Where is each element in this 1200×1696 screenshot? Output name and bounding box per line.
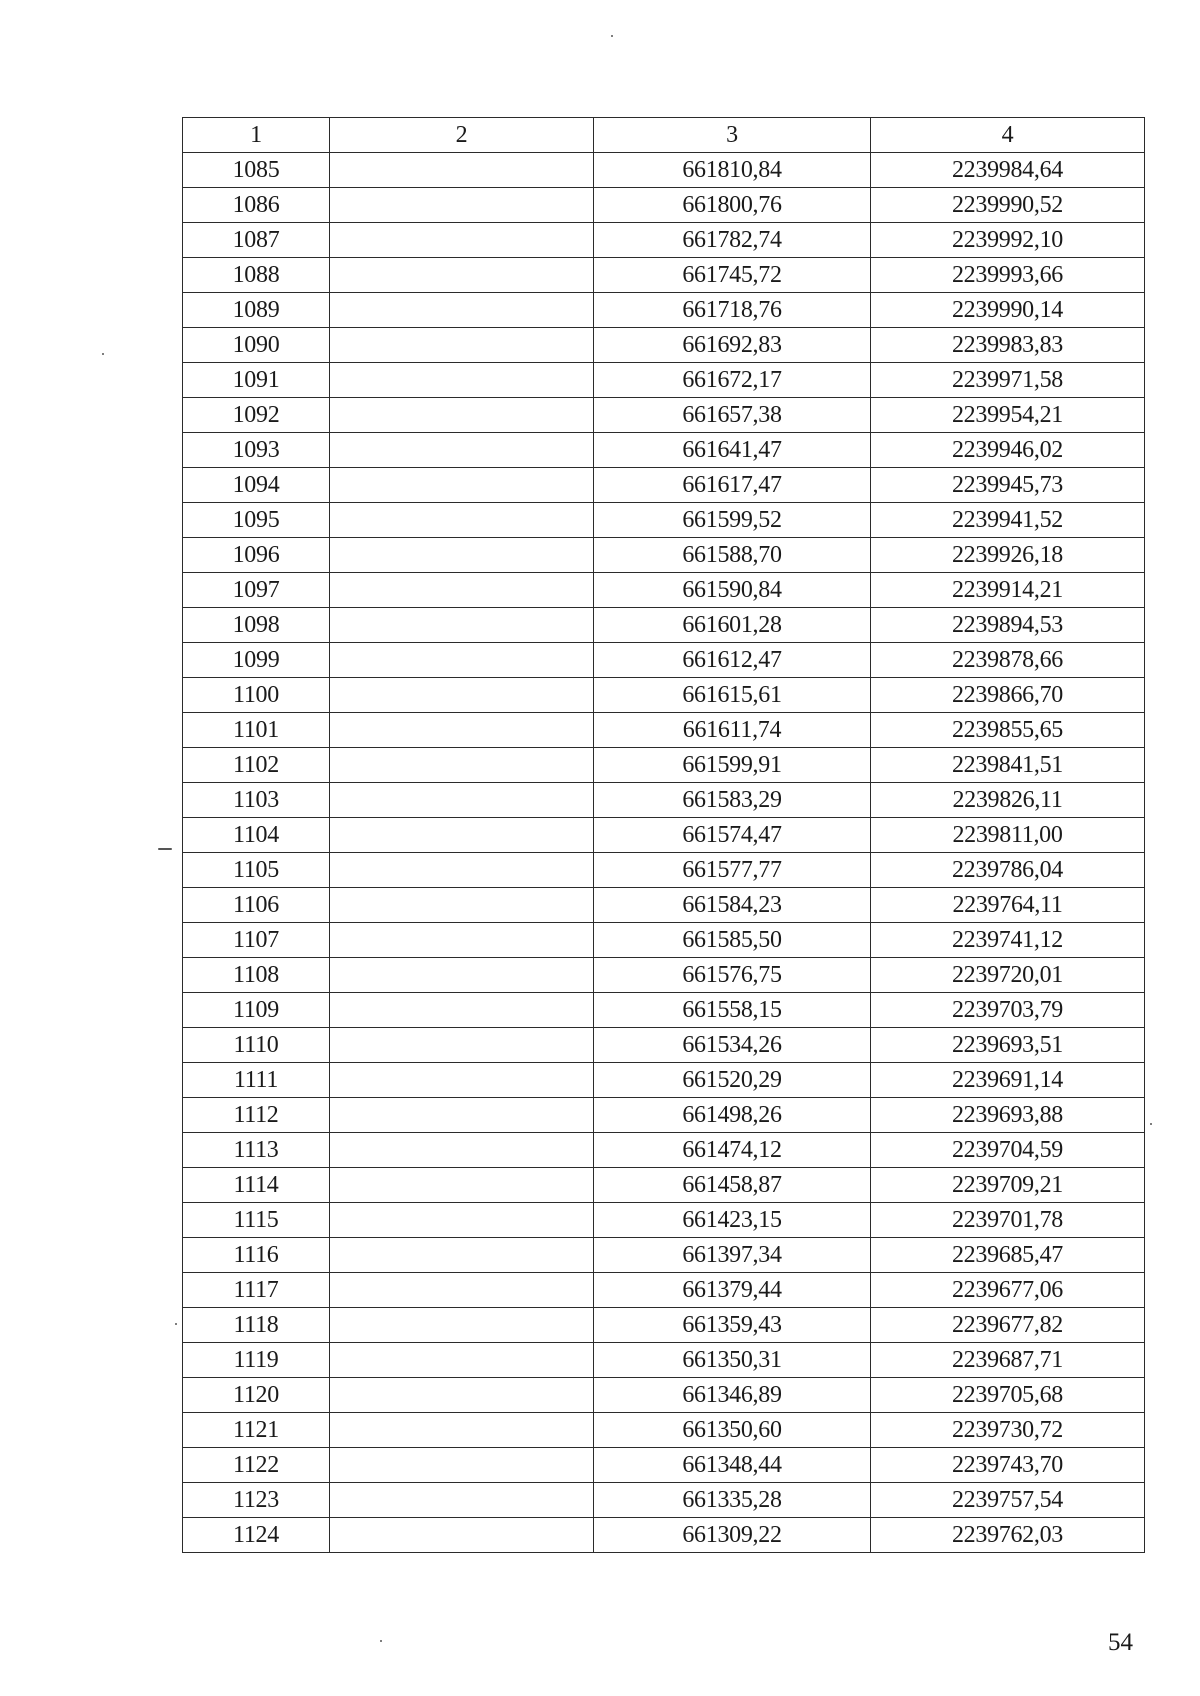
table-cell-col-2 bbox=[330, 503, 594, 538]
table-cell-col-4: 2239743,70 bbox=[871, 1448, 1145, 1483]
page-number: 54 bbox=[1108, 1629, 1133, 1656]
table-cell-col-3: 661585,50 bbox=[594, 923, 871, 958]
table-row bbox=[183, 1448, 1145, 1483]
table-cell-col-1: 1092 bbox=[183, 398, 330, 433]
table-cell-col-4: 2239703,79 bbox=[871, 993, 1145, 1028]
table-row bbox=[183, 748, 1145, 783]
header-cell-col-4: 4 bbox=[871, 118, 1145, 153]
table-cell-col-1: 1110 bbox=[183, 1028, 330, 1063]
table-cell-col-2 bbox=[330, 1063, 594, 1098]
table-cell-col-3: 661577,77 bbox=[594, 853, 871, 888]
table-row bbox=[183, 1343, 1145, 1378]
table-cell-col-3: 661346,89 bbox=[594, 1378, 871, 1413]
table-cell-col-4: 2239855,65 bbox=[871, 713, 1145, 748]
header-cell-col-1: 1 bbox=[183, 118, 330, 153]
table-cell-col-4: 2239677,82 bbox=[871, 1308, 1145, 1343]
table-cell-col-4: 2239941,52 bbox=[871, 503, 1145, 538]
table-cell-col-3: 661590,84 bbox=[594, 573, 871, 608]
table-cell-col-4: 2239946,02 bbox=[871, 433, 1145, 468]
table-row bbox=[183, 258, 1145, 293]
table-cell-col-1: 1097 bbox=[183, 573, 330, 608]
table-cell-col-2 bbox=[330, 293, 594, 328]
table-cell-col-1: 1109 bbox=[183, 993, 330, 1028]
table-cell-col-4: 2239757,54 bbox=[871, 1483, 1145, 1518]
table-cell-col-2 bbox=[330, 1168, 594, 1203]
table-cell-col-3: 661397,34 bbox=[594, 1238, 871, 1273]
table-cell-col-3: 661617,47 bbox=[594, 468, 871, 503]
table-cell-col-2 bbox=[330, 888, 594, 923]
scan-speck bbox=[175, 1323, 177, 1325]
table-cell-col-2 bbox=[330, 1343, 594, 1378]
table-cell-col-2 bbox=[330, 363, 594, 398]
table-cell-col-3: 661574,47 bbox=[594, 818, 871, 853]
table-cell-col-2 bbox=[330, 538, 594, 573]
table-cell-col-4: 2239685,47 bbox=[871, 1238, 1145, 1273]
table-cell-col-3: 661599,91 bbox=[594, 748, 871, 783]
table-cell-col-4: 2239841,51 bbox=[871, 748, 1145, 783]
table-cell-col-3: 661350,31 bbox=[594, 1343, 871, 1378]
table-cell-col-3: 661335,28 bbox=[594, 1483, 871, 1518]
table-row bbox=[183, 1203, 1145, 1238]
table-cell-col-4: 2239691,14 bbox=[871, 1063, 1145, 1098]
table-cell-col-4: 2239704,59 bbox=[871, 1133, 1145, 1168]
table-header-row bbox=[183, 118, 1145, 153]
table-cell-col-2 bbox=[330, 818, 594, 853]
table-row bbox=[183, 1518, 1145, 1553]
table-cell-col-2 bbox=[330, 433, 594, 468]
table-cell-col-1: 1104 bbox=[183, 818, 330, 853]
table-row bbox=[183, 1133, 1145, 1168]
table-cell-col-3: 661641,47 bbox=[594, 433, 871, 468]
table-cell-col-4: 2239914,21 bbox=[871, 573, 1145, 608]
table-cell-col-3: 661615,61 bbox=[594, 678, 871, 713]
table-cell-col-4: 2239878,66 bbox=[871, 643, 1145, 678]
table-cell-col-1: 1112 bbox=[183, 1098, 330, 1133]
table-cell-col-1: 1122 bbox=[183, 1448, 330, 1483]
table-row bbox=[183, 1238, 1145, 1273]
table-row bbox=[183, 468, 1145, 503]
table-cell-col-2 bbox=[330, 1378, 594, 1413]
table-cell-col-3: 661584,23 bbox=[594, 888, 871, 923]
table-cell-col-2 bbox=[330, 188, 594, 223]
table-cell-col-2 bbox=[330, 643, 594, 678]
table-row bbox=[183, 1168, 1145, 1203]
table-cell-col-4: 2239826,11 bbox=[871, 783, 1145, 818]
table-row bbox=[183, 888, 1145, 923]
scan-speck bbox=[611, 35, 613, 37]
header-cell-col-3: 3 bbox=[594, 118, 871, 153]
table-row bbox=[183, 433, 1145, 468]
table-cell-col-3: 661718,76 bbox=[594, 293, 871, 328]
table-cell-col-1: 1098 bbox=[183, 608, 330, 643]
table-cell-col-2 bbox=[330, 1518, 594, 1553]
table-row bbox=[183, 153, 1145, 188]
table-cell-col-4: 2239926,18 bbox=[871, 538, 1145, 573]
table-cell-col-4: 2239866,70 bbox=[871, 678, 1145, 713]
table-cell-col-2 bbox=[330, 1308, 594, 1343]
table-cell-col-1: 1105 bbox=[183, 853, 330, 888]
table-cell-col-2 bbox=[330, 958, 594, 993]
table-cell-col-4: 2239677,06 bbox=[871, 1273, 1145, 1308]
table-cell-col-1: 1087 bbox=[183, 223, 330, 258]
table-row bbox=[183, 573, 1145, 608]
table-cell-col-3: 661583,29 bbox=[594, 783, 871, 818]
table-cell-col-3: 661657,38 bbox=[594, 398, 871, 433]
table-cell-col-1: 1085 bbox=[183, 153, 330, 188]
table-cell-col-2 bbox=[330, 1098, 594, 1133]
table-cell-col-1: 1119 bbox=[183, 1343, 330, 1378]
table-cell-col-1: 1121 bbox=[183, 1413, 330, 1448]
table-row bbox=[183, 1273, 1145, 1308]
table-cell-col-2 bbox=[330, 573, 594, 608]
table-cell-col-1: 1089 bbox=[183, 293, 330, 328]
table-row bbox=[183, 1098, 1145, 1133]
table-cell-col-1: 1091 bbox=[183, 363, 330, 398]
table-cell-col-1: 1103 bbox=[183, 783, 330, 818]
scan-speck bbox=[1150, 1123, 1152, 1125]
table-row bbox=[183, 1413, 1145, 1448]
table-cell-col-1: 1090 bbox=[183, 328, 330, 363]
table-cell-col-3: 661588,70 bbox=[594, 538, 871, 573]
scan-speck bbox=[380, 1640, 382, 1642]
table-cell-col-1: 1115 bbox=[183, 1203, 330, 1238]
table-cell-col-1: 1106 bbox=[183, 888, 330, 923]
table-cell-col-2 bbox=[330, 1133, 594, 1168]
table-row bbox=[183, 923, 1145, 958]
table-cell-col-2 bbox=[330, 258, 594, 293]
table-cell-col-3: 661379,44 bbox=[594, 1273, 871, 1308]
table-cell-col-2 bbox=[330, 1028, 594, 1063]
table-cell-col-4: 2239954,21 bbox=[871, 398, 1145, 433]
table-row bbox=[183, 363, 1145, 398]
table-cell-col-3: 661558,15 bbox=[594, 993, 871, 1028]
table-cell-col-3: 661782,74 bbox=[594, 223, 871, 258]
table-cell-col-4: 2239984,64 bbox=[871, 153, 1145, 188]
table-cell-col-1: 1094 bbox=[183, 468, 330, 503]
table-cell-col-4: 2239709,21 bbox=[871, 1168, 1145, 1203]
table-cell-col-2 bbox=[330, 398, 594, 433]
table-cell-col-4: 2239894,53 bbox=[871, 608, 1145, 643]
table-cell-col-3: 661520,29 bbox=[594, 1063, 871, 1098]
table-row bbox=[183, 293, 1145, 328]
table-row bbox=[183, 1378, 1145, 1413]
scan-speck bbox=[158, 848, 172, 850]
table-cell-col-4: 2239983,83 bbox=[871, 328, 1145, 363]
table-cell-col-3: 661601,28 bbox=[594, 608, 871, 643]
table-cell-col-3: 661745,72 bbox=[594, 258, 871, 293]
header-cell-col-2: 2 bbox=[330, 118, 594, 153]
table-cell-col-4: 2239993,66 bbox=[871, 258, 1145, 293]
table-cell-col-2 bbox=[330, 608, 594, 643]
table-row bbox=[183, 678, 1145, 713]
table-cell-col-4: 2239701,78 bbox=[871, 1203, 1145, 1238]
table-cell-col-4: 2239990,52 bbox=[871, 188, 1145, 223]
coordinates-table bbox=[182, 117, 1145, 1553]
table-cell-col-1: 1100 bbox=[183, 678, 330, 713]
table-row bbox=[183, 1483, 1145, 1518]
table-cell-col-4: 2239693,88 bbox=[871, 1098, 1145, 1133]
table-cell-col-2 bbox=[330, 713, 594, 748]
table-cell-col-2 bbox=[330, 328, 594, 363]
table-cell-col-2 bbox=[330, 923, 594, 958]
table-cell-col-1: 1099 bbox=[183, 643, 330, 678]
table-cell-col-3: 661359,43 bbox=[594, 1308, 871, 1343]
table-cell-col-3: 661534,26 bbox=[594, 1028, 871, 1063]
table-row bbox=[183, 1028, 1145, 1063]
table-cell-col-3: 661474,12 bbox=[594, 1133, 871, 1168]
table-cell-col-2 bbox=[330, 678, 594, 713]
table-cell-col-3: 661672,17 bbox=[594, 363, 871, 398]
table-cell-col-1: 1107 bbox=[183, 923, 330, 958]
table-cell-col-4: 2239741,12 bbox=[871, 923, 1145, 958]
table-row bbox=[183, 783, 1145, 818]
table-cell-col-2 bbox=[330, 153, 594, 188]
table-cell-col-1: 1123 bbox=[183, 1483, 330, 1518]
table-row bbox=[183, 328, 1145, 363]
table-cell-col-4: 2239945,73 bbox=[871, 468, 1145, 503]
table-cell-col-2 bbox=[330, 783, 594, 818]
table-cell-col-3: 661810,84 bbox=[594, 153, 871, 188]
table-cell-col-4: 2239730,72 bbox=[871, 1413, 1145, 1448]
table-cell-col-3: 661612,47 bbox=[594, 643, 871, 678]
table-cell-col-4: 2239786,04 bbox=[871, 853, 1145, 888]
table-cell-col-1: 1116 bbox=[183, 1238, 330, 1273]
table-cell-col-3: 661309,22 bbox=[594, 1518, 871, 1553]
table-cell-col-3: 661576,75 bbox=[594, 958, 871, 993]
table-cell-col-3: 661611,74 bbox=[594, 713, 871, 748]
table-cell-col-2 bbox=[330, 1448, 594, 1483]
table-cell-col-2 bbox=[330, 1413, 594, 1448]
table-cell-col-1: 1102 bbox=[183, 748, 330, 783]
table-cell-col-4: 2239705,68 bbox=[871, 1378, 1145, 1413]
table-cell-col-2 bbox=[330, 853, 594, 888]
table-cell-col-3: 661458,87 bbox=[594, 1168, 871, 1203]
scan-speck bbox=[102, 353, 104, 355]
table-cell-col-2 bbox=[330, 1273, 594, 1308]
table-cell-col-3: 661599,52 bbox=[594, 503, 871, 538]
table-cell-col-1: 1101 bbox=[183, 713, 330, 748]
table-cell-col-3: 661423,15 bbox=[594, 1203, 871, 1238]
table-cell-col-4: 2239693,51 bbox=[871, 1028, 1145, 1063]
table-cell-col-2 bbox=[330, 748, 594, 783]
table-row bbox=[183, 1063, 1145, 1098]
table-row bbox=[183, 608, 1145, 643]
table-cell-col-3: 661348,44 bbox=[594, 1448, 871, 1483]
table-row bbox=[183, 398, 1145, 433]
table-cell-col-1: 1088 bbox=[183, 258, 330, 293]
table-cell-col-4: 2239811,00 bbox=[871, 818, 1145, 853]
table-cell-col-2 bbox=[330, 223, 594, 258]
table-cell-col-2 bbox=[330, 1203, 594, 1238]
table-cell-col-1: 1108 bbox=[183, 958, 330, 993]
table-cell-col-3: 661498,26 bbox=[594, 1098, 871, 1133]
table-cell-col-1: 1114 bbox=[183, 1168, 330, 1203]
table-cell-col-1: 1124 bbox=[183, 1518, 330, 1553]
table-cell-col-4: 2239687,71 bbox=[871, 1343, 1145, 1378]
table-row bbox=[183, 188, 1145, 223]
table-cell-col-1: 1096 bbox=[183, 538, 330, 573]
table-cell-col-1: 1095 bbox=[183, 503, 330, 538]
table-cell-col-1: 1113 bbox=[183, 1133, 330, 1168]
table-row bbox=[183, 958, 1145, 993]
table-cell-col-4: 2239971,58 bbox=[871, 363, 1145, 398]
table-cell-col-1: 1120 bbox=[183, 1378, 330, 1413]
table-row bbox=[183, 1308, 1145, 1343]
table-cell-col-3: 661800,76 bbox=[594, 188, 871, 223]
table-cell-col-2 bbox=[330, 993, 594, 1028]
table-row bbox=[183, 853, 1145, 888]
table-body bbox=[183, 118, 1145, 1553]
table-cell-col-4: 2239720,01 bbox=[871, 958, 1145, 993]
table-cell-col-1: 1111 bbox=[183, 1063, 330, 1098]
table-row bbox=[183, 713, 1145, 748]
table-cell-col-1: 1118 bbox=[183, 1308, 330, 1343]
table-cell-col-1: 1086 bbox=[183, 188, 330, 223]
table-cell-col-2 bbox=[330, 1483, 594, 1518]
table-row bbox=[183, 538, 1145, 573]
table-cell-col-1: 1093 bbox=[183, 433, 330, 468]
table-cell-col-4: 2239764,11 bbox=[871, 888, 1145, 923]
table-row bbox=[183, 643, 1145, 678]
table-cell-col-2 bbox=[330, 1238, 594, 1273]
table-row bbox=[183, 993, 1145, 1028]
table-row bbox=[183, 503, 1145, 538]
table-cell-col-4: 2239762,03 bbox=[871, 1518, 1145, 1553]
table-row bbox=[183, 818, 1145, 853]
table-cell-col-3: 661692,83 bbox=[594, 328, 871, 363]
table-cell-col-2 bbox=[330, 468, 594, 503]
table-cell-col-3: 661350,60 bbox=[594, 1413, 871, 1448]
table-cell-col-4: 2239992,10 bbox=[871, 223, 1145, 258]
table-cell-col-4: 2239990,14 bbox=[871, 293, 1145, 328]
table-cell-col-1: 1117 bbox=[183, 1273, 330, 1308]
table-row bbox=[183, 223, 1145, 258]
